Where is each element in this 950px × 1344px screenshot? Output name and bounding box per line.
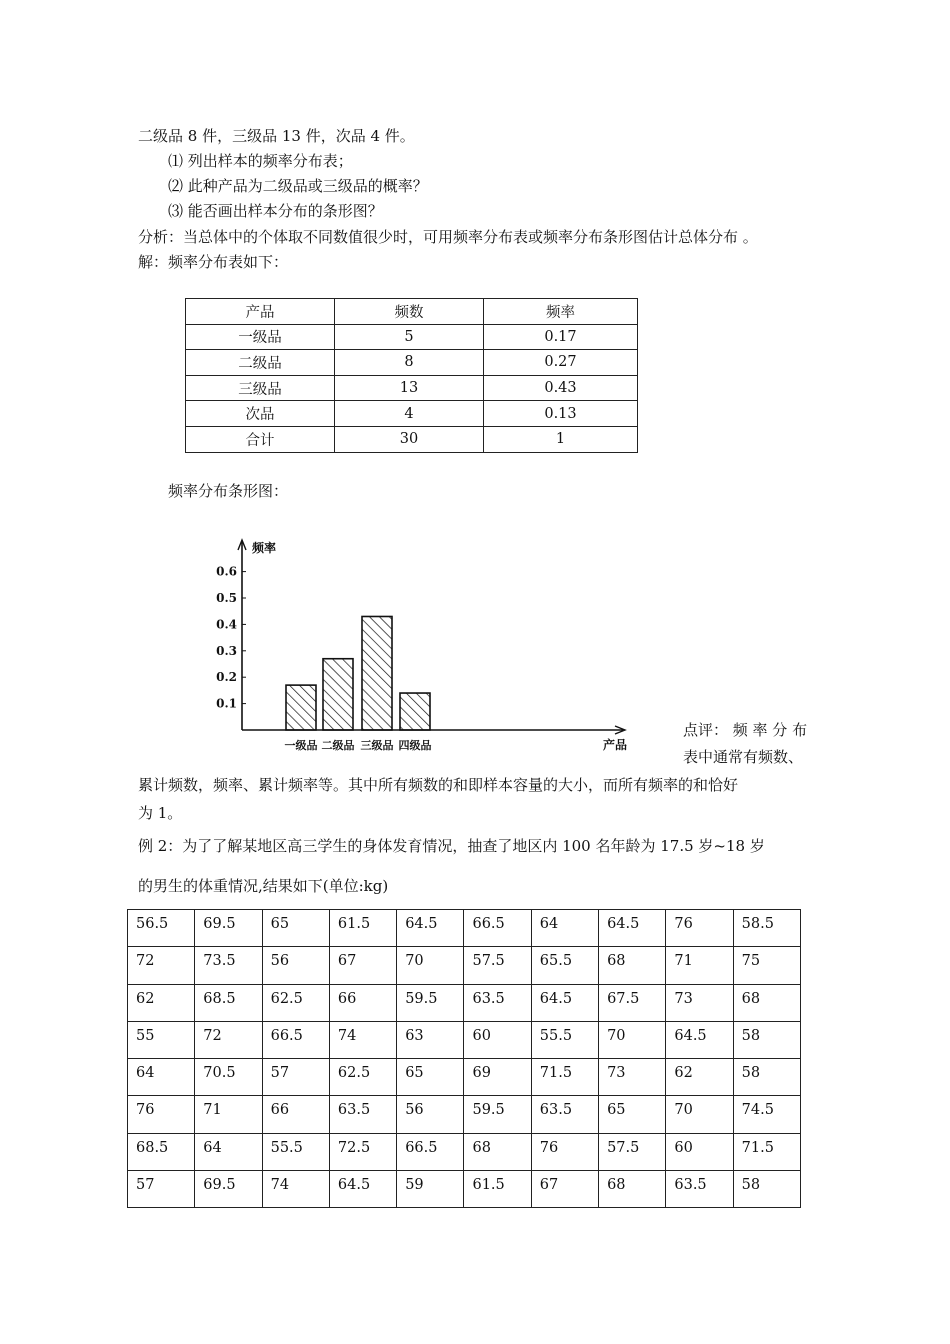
weight-cell: 64.5: [329, 1171, 396, 1208]
table-cell: 次品: [186, 401, 335, 427]
weight-cell: 56: [397, 1096, 464, 1133]
weight-cell: 55.5: [531, 1021, 598, 1058]
weight-cell: 63.5: [666, 1171, 733, 1208]
weight-cell: 74.5: [733, 1096, 800, 1133]
table-row: [128, 1059, 801, 1096]
weight-cell: 63.5: [329, 1096, 396, 1133]
weight-cell: 57.5: [599, 1133, 666, 1170]
weight-cell: 71: [195, 1096, 262, 1133]
weight-cell: 59.5: [464, 1096, 531, 1133]
table-header-row: [186, 299, 638, 325]
weight-cell: 64.5: [599, 910, 666, 947]
table-cell: 二级品: [186, 350, 335, 376]
weight-cell: 72.5: [329, 1133, 396, 1170]
weight-cell: 66: [329, 984, 396, 1021]
weight-cell: 57: [128, 1171, 195, 1208]
weight-cell: 55: [128, 1021, 195, 1058]
weight-cell: 73: [599, 1059, 666, 1096]
comment-line-1: 点评： 频 率 分 布: [683, 721, 808, 739]
weight-cell: 63.5: [531, 1096, 598, 1133]
problem-line: 二级品 8 件，三级品 13 件，次品 4 件。: [138, 127, 415, 145]
table-row: [186, 426, 638, 452]
weight-cell: 72: [195, 1021, 262, 1058]
weight-cell: 60: [464, 1021, 531, 1058]
y-tick-label: 0.1: [216, 696, 237, 711]
table-row: [186, 375, 638, 401]
weight-cell: 69.5: [195, 910, 262, 947]
bar: [323, 659, 353, 730]
table-row: [128, 1171, 801, 1208]
table-row: [128, 1096, 801, 1133]
weight-cell: 70: [666, 1096, 733, 1133]
weight-cell: 70: [599, 1021, 666, 1058]
weight-cell: 61.5: [464, 1171, 531, 1208]
weight-cell: 62: [666, 1059, 733, 1096]
table-row: [186, 350, 638, 376]
weight-cell: 66: [262, 1096, 329, 1133]
weight-cell: 62: [128, 984, 195, 1021]
weight-data-table: [127, 909, 801, 1208]
comment-line-3: 累计频数，频率、累计频率等。其中所有频数的和即样本容量的大小，而所有频率的和恰好: [138, 776, 739, 794]
weight-cell: 76: [531, 1133, 598, 1170]
weight-cell: 59.5: [397, 984, 464, 1021]
table-cell: 一级品: [186, 324, 335, 350]
weight-cell: 68: [464, 1133, 531, 1170]
weight-cell: 68: [733, 984, 800, 1021]
example-2-line-2: 的男生的体重情况,结果如下(单位:kg): [138, 877, 389, 895]
table-cell: 0.43: [484, 375, 638, 401]
weight-cell: 62.5: [329, 1059, 396, 1096]
weight-cell: 64.5: [666, 1021, 733, 1058]
frequency-bar-chart: [205, 532, 645, 762]
x-tick-label: 三级品: [360, 739, 394, 752]
frequency-table: [185, 298, 638, 453]
weight-cell: 74: [262, 1171, 329, 1208]
weight-cell: 68.5: [195, 984, 262, 1021]
weight-cell: 57: [262, 1059, 329, 1096]
weight-cell: 58: [733, 1171, 800, 1208]
y-tick-label: 0.2: [216, 670, 237, 685]
x-tick-label: 二级品: [321, 739, 355, 752]
table-cell: 0.27: [484, 350, 638, 376]
table-cell: 合计: [186, 426, 335, 452]
weight-cell: 63.5: [464, 984, 531, 1021]
table-row: [186, 401, 638, 427]
weight-cell: 70.5: [195, 1059, 262, 1096]
weight-cell: 55.5: [262, 1133, 329, 1170]
header-cell: 产品: [186, 299, 335, 325]
weight-cell: 74: [329, 1021, 396, 1058]
weight-cell: 67: [531, 1171, 598, 1208]
weight-cell: 64: [195, 1133, 262, 1170]
table-row: [128, 947, 801, 984]
y-tick-label: 0.6: [216, 564, 237, 579]
weight-cell: 66.5: [464, 910, 531, 947]
table-cell: 0.13: [484, 401, 638, 427]
x-tick-label: 一级品: [284, 739, 318, 752]
x-axis-label: 产品: [603, 738, 628, 752]
bar: [400, 693, 430, 730]
solution-line: 解：频率分布表如下：: [138, 253, 289, 271]
weight-cell: 67.5: [599, 984, 666, 1021]
weight-cell: 66.5: [262, 1021, 329, 1058]
header-cell: 频率: [484, 299, 638, 325]
weight-cell: 65.5: [531, 947, 598, 984]
weight-cell: 64.5: [397, 910, 464, 947]
weight-cell: 71.5: [531, 1059, 598, 1096]
table-row: [128, 1021, 801, 1058]
weight-cell: 70: [397, 947, 464, 984]
y-tick-label: 0.5: [216, 591, 237, 605]
weight-cell: 65: [262, 910, 329, 947]
question-1: ⑴ 列出样本的频率分布表；: [168, 152, 353, 170]
table-cell: 8: [335, 350, 484, 376]
bar: [362, 616, 392, 730]
y-axis-label: 频率: [252, 541, 277, 555]
weight-cell: 56: [262, 947, 329, 984]
weight-cell: 58: [733, 1059, 800, 1096]
question-2: ⑵ 此种产品为二级品或三级品的概率？: [168, 177, 428, 195]
weight-cell: 65: [397, 1059, 464, 1096]
table-cell: 三级品: [186, 375, 335, 401]
table-row: [128, 1133, 801, 1170]
weight-cell: 69: [464, 1059, 531, 1096]
weight-cell: 71.5: [733, 1133, 800, 1170]
weight-cell: 75: [733, 947, 800, 984]
weight-cell: 68.5: [128, 1133, 195, 1170]
weight-cell: 65: [599, 1096, 666, 1133]
table-cell: 5: [335, 324, 484, 350]
y-tick-label: 0.4: [216, 617, 237, 632]
x-tick-label: 四级品: [398, 739, 432, 752]
analysis-line: 分析：当总体中的个体取不同数值很少时，可用频率分布表或频率分布条形图估计总体分布 。: [138, 228, 758, 246]
example-2-line-1: 例 2：为了了解某地区高三学生的身体发育情况，抽查了地区内 100 名年龄为 17.5 岁~18 岁: [138, 837, 765, 855]
weight-cell: 61.5: [329, 910, 396, 947]
weight-cell: 76: [666, 910, 733, 947]
weight-cell: 68: [599, 1171, 666, 1208]
header-cell: 频数: [335, 299, 484, 325]
table-cell: 0.17: [484, 324, 638, 350]
weight-cell: 67: [329, 947, 396, 984]
weight-cell: 62.5: [262, 984, 329, 1021]
table-cell: 1: [484, 426, 638, 452]
weight-cell: 57.5: [464, 947, 531, 984]
table-cell: 4: [335, 401, 484, 427]
table-cell: 13: [335, 375, 484, 401]
weight-cell: 59: [397, 1171, 464, 1208]
weight-cell: 72: [128, 947, 195, 984]
table-cell: 30: [335, 426, 484, 452]
table-row: [128, 984, 801, 1021]
weight-cell: 56.5: [128, 910, 195, 947]
weight-cell: 69.5: [195, 1171, 262, 1208]
weight-cell: 60: [666, 1133, 733, 1170]
weight-cell: 66.5: [397, 1133, 464, 1170]
table-row: [186, 324, 638, 350]
weight-cell: 63: [397, 1021, 464, 1058]
weight-cell: 64: [128, 1059, 195, 1096]
weight-cell: 58.5: [733, 910, 800, 947]
weight-cell: 58: [733, 1021, 800, 1058]
chart-caption: 频率分布条形图：: [168, 482, 289, 500]
weight-cell: 68: [599, 947, 666, 984]
weight-cell: 73: [666, 984, 733, 1021]
bar: [286, 685, 316, 730]
question-3: ⑶ 能否画出样本分布的条形图？: [168, 202, 383, 220]
table-row: [128, 910, 801, 947]
weight-cell: 64.5: [531, 984, 598, 1021]
y-tick-label: 0.3: [216, 643, 237, 658]
weight-cell: 76: [128, 1096, 195, 1133]
weight-cell: 73.5: [195, 947, 262, 984]
weight-cell: 64: [531, 910, 598, 947]
comment-line-4: 为 1。: [138, 804, 183, 822]
weight-cell: 71: [666, 947, 733, 984]
comment-line-2: 表中通常有频数、: [683, 748, 804, 766]
